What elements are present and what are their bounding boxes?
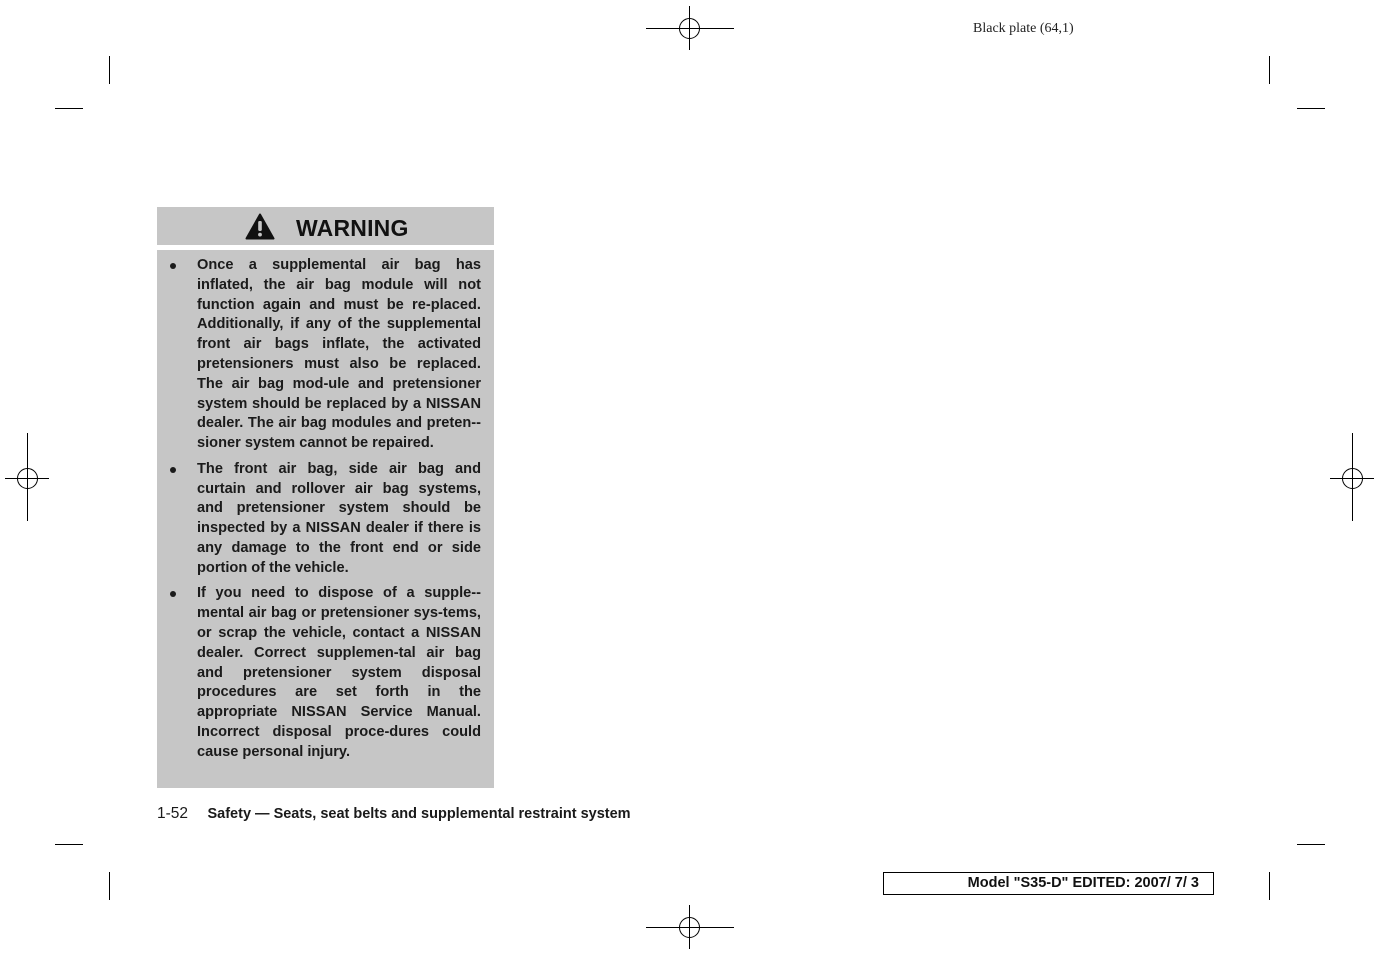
warning-body [157, 250, 494, 788]
bullet-icon [170, 591, 176, 597]
warning-item-text: Once a supplemental air bag has inflated, the air bag module will not function again and must be re-placed. Additionally, if any of the supplemental front air bags inflate, the activated pretensioners must also be replaced. The air bag mod-ule and pretensioner system should be replaced by a NISSAN dealer. The air bag modules and preten-sioner system cannot be repaired. [197, 257, 481, 452]
registration-target-icon [17, 468, 38, 489]
plate-label: Black plate (64,1) [973, 21, 1074, 36]
crop-mark-line [55, 108, 83, 109]
warning-header [157, 207, 494, 245]
warning-item-text: The front air bag, side air bag and curtain and rollover air bag systems, and pretensioner system should be inspected by a NISSAN dealer if there is any damage to the front end or side portion of the vehicle. [197, 460, 481, 576]
model-edited-box: Model "S35-D" EDITED: 2007/ 7/ 3 [883, 872, 1214, 895]
bullet-icon [170, 467, 176, 473]
warning-list [169, 256, 481, 763]
bullet-icon [170, 263, 176, 269]
warning-item [169, 460, 481, 579]
warning-item-text: If you need to dispose of a supple-mental air bag or pretensioner sys-tems, or scrap the vehicle, contact a NISSAN dealer. Correct supplemen-tal air bag and pretensioner system disposal procedures are set forth in the appropriate NISSAN Service Manual. Incorrect disposal proce-dures could cause personal injury. [197, 585, 481, 760]
warning-item [169, 584, 481, 762]
registration-target-icon [679, 18, 700, 39]
registration-target-icon [1342, 468, 1363, 489]
registration-target-icon [679, 917, 700, 938]
crop-mark-line [1297, 108, 1325, 109]
crop-mark-line [109, 872, 110, 900]
crop-mark-line [55, 844, 83, 845]
crop-mark-line [1297, 844, 1325, 845]
warning-title: WARNING [296, 215, 409, 241]
crop-mark-line [1269, 56, 1270, 84]
page-footer [157, 805, 631, 823]
crop-mark-line [1269, 872, 1270, 900]
section-title: Safety — Seats, seat belts and supplemental restraint system [207, 806, 631, 822]
warning-triangle-icon [245, 213, 275, 240]
warning-item [169, 256, 481, 454]
page-number: 1-52 [157, 805, 189, 822]
crop-mark-line [109, 56, 110, 84]
